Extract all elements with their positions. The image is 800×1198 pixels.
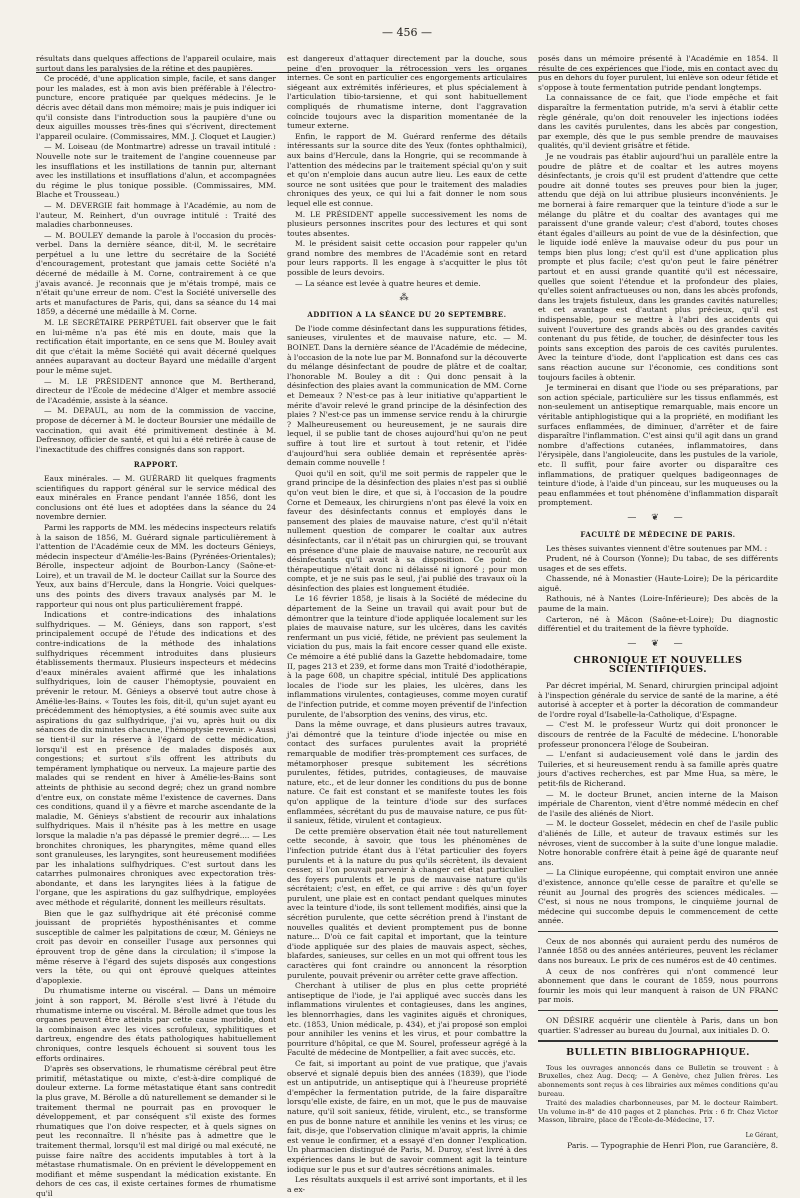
section-heading-addition: ADDITION A LA SÉANCE DU 20 SEPTEMBRE. bbox=[307, 310, 507, 320]
paragraph: De cette première observation était née tout naturellement cette seconde, à savoir, que tous les phénomènes de l'infection putride étant dus à l'état particulier des foyers purulents et à la nature du pus qu'ils sécrètent, ils devaient cesser, si l'on pouvait parvenir à changer cet état particulier des foyers purulents et le pus de mauvaise nature qu'ils sécrétaient; c'est, en effet, ce qui arrive : dès qu'un foyer purulent, une plaie est en contact pendant quelques minutes avec la teinture d'iode, ils sont tellement modifiés, ainsi que la sécrétion purulente, que cette sécrétion prend à l'instant de nouvelles qualités et devient promptement pus de bonne nature... D'où ce fait capital et important, que la teinture d'iode appliquée sur des plaies de mauvais aspect, sèches, blafardes, sanieuses, sur celles en un mot qui offrent tous les caractères qui font craindre ou annoncent la résorption purulente, pouvait prévenir ou arrêter cette grave affection. bbox=[287, 826, 527, 980]
paragraph: Les thèses suivantes viennent d'être soutenues par MM. : bbox=[546, 543, 768, 553]
paragraph: — M. le docteur Brunet, ancien interne de la Maison impériale de Charenton, vient d'être nommé médecin en chef de l'asile des aliénés de Niort. bbox=[538, 789, 778, 818]
paragraph: Prudent, né à Courson (Yonne); Du tabac, de ses différents usages et de ses effets. bbox=[538, 554, 778, 573]
paragraph: M. le président saisit cette occasion pour rappeler qu'un grand nombre des membres de l'Académie sont en retard pour leurs rapports. Il les engage à s'acquitter le plus tôt possible de leurs devoirs. bbox=[287, 239, 527, 278]
column-2 bbox=[287, 54, 527, 1194]
section-heading-rapport: RAPPORT. bbox=[133, 460, 179, 470]
paragraph: — C'est M. le professeur Wurtz qui doit prononcer le discours de rentrée de la Faculté de médecine. L'honorable professeur prononcera l'éloge de Soubeiran. bbox=[538, 720, 778, 749]
paragraph: — M. DEPAUL, au nom de la commission de vaccine, propose de décerner à M. le docteur Boursier une médaille de vaccination, qui avait été primitivement destinée à M. Defresnoy, officier de santé, et qui lui a été retirée à cause de l'inexactitude des chiffres consignés dans son rapport. bbox=[36, 406, 276, 454]
paragraph: — M. BOULEY demande la parole à l'occasion du procès-verbel. Dans la dernière séance, dit-il, M. le secrétaire perpétuel a lu une lettre du secrétaire de la Société d'encouragement, protestant que jamais cette Société n'a décerné de médaille à M. Corne, contrairement à ce que j'avais avancé. Je reconnais que je m'étais trompé, mais ce n'était qu'une erreur de nom. C'est la Société universelle des arts et manufactures de Paris, qui, dans sa séance du 14 mai 1859, a décerné une médaille à M. Corne. bbox=[36, 230, 276, 317]
section-heading-bulletin: BULLETIN BIBLIOGRAPHIQUE. bbox=[566, 1047, 750, 1059]
paragraph: Ceux de nos abonnés qui auraient perdu des numéros de l'année 1858 ou des années antérieures, peuvent les réclamer dans nos bureaux. Le prix de ces numéros est de 40 centimes. bbox=[538, 936, 778, 966]
section-heading-chronique: CHRONIQUE ET NOUVELLES SCIENTIFIQUES. bbox=[573, 654, 743, 676]
paragraph: Eaux minérales. — M. GUÉRARD lit quelques fragments scientifiques du rapport général sur le service médical des eaux minérales en France pendant l'année 1856, dont les conclusions ont été lues et adoptées dans la séance du 24 novembre dernier. bbox=[36, 473, 276, 522]
paragraph: ON DÉSIRE acquérir une clientèle à Paris, dans un bon quartier. S'adresser au bureau du Journal, aux initiales D. O. bbox=[538, 1016, 778, 1035]
paragraph: De l'iode comme désinfectant dans les suppurations fétides, sanieuses, virulentes et de mauvaise nature, etc. — M. BOINET. Dans la dernière séance de l'Académie de médecine, à l'occasion de la note lue par M. Bonnafond sur la découverte du mélange désinfectant de poudre de plâtre et de coaltar, l'honorable M. Bouley a dit : Qui donc pensait à la désinfection des plaies avant la communication de MM. Corne et Demeaux ? N'est-ce pas à leur initiative qu'appartient le mérite d'avoir relevé le grand principe de la désinfection des plaies ? N'est-ce pas un immense service rendu à la chirurgie ? Malheureusement ou heureusement, je ne saurais dire lequel, il se publie tant de choses aujourd'hui qu'on ne peut suffire à tout lire et surtout à tout retenir, et l'idée d'aujourd'hui sera oubliée demain et représentée après-demain comme nouvelle ! bbox=[287, 323, 527, 468]
page-number: — 456 — bbox=[382, 26, 432, 39]
paragraph: Ce fait, si important au point de vue pratique, que j'avais observé et signalé depuis bien des années (1839), que l'iode est un antiputride, un antiseptique qui à l'heureuse propriété d'empêcher la fermentation putride, de la faire disparaître lorsqu'elle existe, de faire, en un mot, que le pus de mauvaise nature, qu'il soit sanieux, fétide, virulent, etc., se transforme en pus de bonne nature et annihile les venins et les virus; ce fait, dis-je, que l'observation clinique m'avait appris, la chimie est venue le confirmer, et a essayé d'en donner l'explication. Un pharmacien distingué de Paris, M. Duroy, s'est livré à des expériences dans le but de savoir comment agit la teinture iodique sur le pus et sur d'autres sécrétions animales. bbox=[287, 1058, 527, 1174]
paragraph: Je ne voudrais pas établir aujourd'hui un parallèle entre la poudre de plâtre et de coaltar et les autres moyens désinfectants, je crois qu'il est prudent d'attendre que cette poudre ait donné toutes ses preuves pour bien la juger, attendu que déjà on lui attribue plusieurs inconvénients. Je me bornerai à faire remarquer que la teinture d'iode a sur le mélange du plâtre et du coaltar des avantages qui me paraissent d'une grande valeur; c'est d'abord, toutes choses étant égales d'ailleurs au point de vue de la désinfection, que le liquide iodé enlève la mauvaise odeur du pus pour un temps bien plus long; c'est qu'il est d'une application plus prompte et plus facile; c'est qu'on peut le faire pénétrer partout et en aussi grande quantité qu'il est nécessaire, quelles que soient l'étendue et la profondeur des plaies, qu'elles soient anfractueuses ou non, dans les abcès profonds, dans les trajets fistuleux, dans les grandes cavités naturelles; et cet avantage est d'autant plus précieux, qu'il est indispensable, pour se mettre à l'abri des accidents qui suivent l'ouverture des grands abcès ou des grandes cavités contenant du pus fétide, de toucher, de désinfecter tous les points sans exception des parois de ces cavités purulentes. Avec la teinture d'iode, dont l'application est dans ces cas sans réaction aucune sur l'économie, ces conditions sont toujours faciles à obtenir. bbox=[538, 151, 778, 382]
paragraph: Cherchant à utiliser de plus en plus cette propriété antiseptique de l'iode, je l'ai appliqué avec succès dans les inflammations virulentes et contagieuses, dans les angines, les blennorrhagies, dans les vaginites aiguës et chroniques, etc. (1853, Union médicale, p. 434), et j'ai proposé son emploi pour annihiler les venins et les virus, et pour combattre la pourriture d'hôpital, ce que M. Sourel, professeur agrégé à la Faculté de médecine de Montpellier, a fait avec succès, etc. bbox=[287, 981, 527, 1058]
paragraph: Par décret impérial, M. Senard, chirurgien principal adjoint à l'inspection générale du service de santé de la marine, a été autorisé à accepter et à porter la décoration de commandeur de l'ordre royal d'Isabelle-la-Catholique, d'Espagne. bbox=[538, 681, 778, 719]
paragraph: Rathouis, né à Nantes (Loire-Inférieure); Des abcès de la paume de la main. bbox=[538, 594, 778, 614]
ornament-divider: ⁂ bbox=[399, 293, 415, 304]
imprint bbox=[538, 1131, 778, 1150]
paragraph: — La séance est levée à quatre heures et demie. bbox=[295, 278, 481, 288]
column-3 bbox=[538, 54, 778, 1148]
paragraph: résultats dans quelques affections de l'appareil oculaire, mais surtout dans les paralysies de la rétine et des paupières. bbox=[36, 54, 276, 73]
paragraph: Carteron, né à Mâcon (Saône-et-Loire); Du diagnostic différentiel et du traitement de la fièvre typhoïde. bbox=[538, 614, 778, 634]
paragraph: — M. LE PRÉSIDENT annonce que M. Bertherand, directeur de l'École de médecine d'Alger et membre associé de l'Académie, assiste à la séance. bbox=[36, 376, 276, 405]
paragraph: — L'enfant si audacieusement volé dans le jardin des Tuileries, et si heureusement rendu à sa famille après quatre jours d'actives recherches, est par Mme Hua, sa mère, le petit-fils de Richerand. bbox=[538, 750, 778, 788]
paragraph: — M. Loiseau (de Montmartre) adresse un travail intitulé : Nouvelle note sur le traitement de l'angine couenneuse par les insufflations et les instillations de tannin pur, alternant avec les instillations et insufflations d'alun, et accompagnées du régime le plus tonique possible. (Commissaires, MM. Blache et Trousseau.) bbox=[36, 142, 276, 200]
imprint-text: Paris. — Typographie de Henri Plon, rue Garancière, 8. bbox=[567, 1140, 778, 1150]
paragraph: Tous les ouvrages annoncés dans ce Bulletin se trouvent : à Bruxelles, chez Aug. Decq; — A Genève, chez Julien frères. Les abonnements sont reçus à ces librairies aux mêmes conditions qu'au bureau. bbox=[538, 1063, 778, 1098]
paragraph: est dangereux d'attaquer directement par la douche, sous peine d'en provoquer la rétrocession vers les organes internes. Ce sont en particulier ces engorgements articulaires siégeant aux extrémités inférieures, et plus spécialement à l'articulation tibio-tarsienne, et qui sont habituellement compliqués de rhumatisme interne, dont l'aggravation coïncide toujours avec la disparition momentanée de la tumeur externe. bbox=[287, 54, 527, 131]
gerant-label: Le Gérant, bbox=[745, 1131, 778, 1139]
divider bbox=[538, 1040, 778, 1042]
ornament-divider: — ❦ — bbox=[627, 512, 689, 523]
paragraph: A ceux de nos confrères qui n'ont commencé leur abonnement que dans le courant de 1859, nous pourrons fournir les mois qui leur manquent à raison de UN FRANC par mois. bbox=[538, 966, 778, 1005]
paragraph: Chassende, né à Monastier (Haute-Loire); De la péricardite aiguë. bbox=[538, 574, 778, 593]
paragraph: Parmi les rapports de MM. les médecins inspecteurs relatifs à la saison de 1856, M. Guérard signale particulièrement à l'attention de l'Académie ceux de MM. les docteurs Génieys, médecin inspecteur d'Amélie-les-Bains (Pyrénées-Orientales); Bérolle, inspecteur adjoint de Bourbon-Lancy (Saône-et-Loire), et un travail de M. le docteur Caillat sur la Source des Yeux, aux bains d'Hercule, dans la Hongrie. Voici quelques-uns des points des divers travaux analysés par M. le rapporteur qui nous ont plus particulièrement frappé. bbox=[36, 522, 276, 609]
paragraph: M. LE SECRÉTAIRE PERPÉTUEL fait observer que le fait en lui-même n'a pas été mis en doute, mais que la rectification était importante, en ce sens que M. Bouley avait dit que c'était la même Société qui avait décerné quelques années auparavant au docteur Bayard une médaille d'argent pour le même sujet. bbox=[36, 318, 276, 375]
paragraph: Traité des maladies charbonneuses, par M. le docteur Raimbert. Un volume in-8° de 410 pages et 2 planches. Prix : 6 fr. Chez Victor Masson, libraire, place de l'École-de-Médecine, 17. bbox=[538, 1099, 778, 1125]
paragraph: Ce procédé, d'une application simple, facile, et sans danger pour les malades, est à mon avis bien préférable à l'électro-puncture, encore pratiquée par quelques médecins. Je le décris avec détail dans mon mémoire; mais je puis indiquer ici qu'il consiste dans l'introduction sous la paupière d'une ou deux aiguilles mousses très-fines qui s'écrivent, directement l'appareil oculaire. (Commissaires, MM. J. Cloquet et Laugier.) bbox=[36, 74, 276, 141]
paragraph: Du rhumatisme interne ou viscéral. — Dans un mémoire joint à son rapport, M. Bérolle s'est livré à l'étude du rhumatisme interne ou viscéral. M. Bérolle admet que tous les organes peuvent être atteints par cette cause morbide, dont la combinaison avec les vices scrofuleux, syphilitiques et dartreux, engendre des états pathologiques habituellement chroniques, contre lesquels échouent si souvent tous les efforts ordinaires. bbox=[36, 986, 276, 1063]
ornament-divider: — ❦ — bbox=[627, 638, 689, 649]
columns bbox=[36, 54, 778, 1198]
divider bbox=[538, 931, 778, 932]
paragraph: — La Clinique européenne, qui comptait environ une année d'existence, annonce qu'elle cesse de paraître et qu'elle se réunit au Journal des progrès des sciences médicales. — C'est, si nous ne nous trompons, le cinquième journal de médecine qui succombe depuis le commencement de cette année. bbox=[538, 868, 778, 926]
paragraph: Enfin, le rapport de M. Guérard renferme des détails intéressants sur la source dite des Yeux (fontes ophthalmici), aux bains d'Hercule, dans la Hongrie, qui se recommande à l'attention des médecins par le traitement spécial qu'on y suit et qu'on n'emploie dans aucun autre lieu. Les eaux de cette source ne sont usitées que pour le traitement des maladies chroniques des yeux, ce qui lui a fait donner le nom sous lequel elle est connue. bbox=[287, 131, 527, 208]
paragraph: Quoi qu'il en soit, qu'il me soit permis de rappeler que le grand principe de la désinfection des plaies n'est pas si oublié qu'on veut bien le dire, et que si, à l'occasion de la poudre Corne et Demeaux, les chirurgiens n'ont pas élevé la voix en faveur des désinfectants connus et employés dans le pansement des plaies de mauvaise nature, c'est qu'il n'était nullement question de comparer le coaltar aux autres désinfectants, car il n'était pas un chirurgien qui, se trouvant en présence d'une plaie de mauvaise nature, ne recourût aux désinfectants qu'il avait à sa disposition. Ce point de thérapeutique n'était donc ni délaissé ni ignoré ; pour mon compte, et je ne suis pas le seul, j'ai publié des travaux où la désinfection des plaies est longuement étudiée. bbox=[287, 468, 527, 593]
paragraph: — M. DEVERGIE fait hommage à l'Académie, au nom de l'auteur, M. Reinhert, d'un ouvrage intitulé : Traité des maladies charbonneuses. bbox=[36, 200, 276, 230]
paragraph: Bien que le gaz sulfhydrique ait été préconisé comme jouissant de propriétés hyposthénisantes et comme susceptible de calmer les palpitations de cœur, M. Génieys ne croit pas devoir en conseiller l'usage aux personnes qui éprouvent trop de gêne dans la circulation; il s'impose la même réserve à l'égard des sujets disposés aux congestions vers la tête, ou qui ont éprouvé quelques atteintes d'apoplexie. bbox=[36, 908, 276, 985]
paragraph: Indications et contre-indications des inhalations sulfhydriques. — M. Génieys, dans son rapport, s'est principalement occupé de l'étude des indications et des contre-indications de la méthode des inhalations sulfhydriques récemment introduites dans plusieurs établissements thermaux. Plusieurs inspecteurs et médecins d'eaux minérales avaient affirmé que les inhalations sulfhydriques, loin de causer l'hémoptysie, pouvaient en prévenir le retour. M. Génieys a observé tout autre chose à Amélie-les-Bains. « Toutes les fois, dit-il, qu'un sujet ayant eu précédemment des hémoptysies, a été soumis avec suite aux aspirations du gaz sulfhydrique, j'ai vu, après huit ou dix séances de dix minutes chacune, l'hémoptysie revenir. » Aussi se tient-il sur la réserve à l'égard de cette médication, lorsqu'il est en présence de malades disposés aux congestions; et surtout s'ils offrent les attributs du tempérament lymphatique ou nerveux. La majeure partie des malades qui se rendent en hiver à Amélie-les-Bains sont atteints de phthisie au second degré; chez un grand nombre d'entre eux, on constate même l'existence de cavernes. Dans ces conditions, quand il y a fièvre et marche ascendante de la maladie, M. Génieys s'abstient de recourir aux inhalations sulfhydriques. Mais il n'hésite pas à les mettre en usage lorsque la maladie n'a pas dépassé le premier degré.... — Les bronchites chroniques, les pharyngites, même quand elles sont granuleuses, les laryngites, sont heureusement modifiées par les inhalations sulfhydriques. C'est surtout dans les catarrhes pulmonaires chroniques avec expectoration très-abondante, et dans les laryngites liées à la fatigue de l'organe, que les aspirations du gaz sulfhydrique, employées avec méthode et régularité, donnent les meilleurs résultats. bbox=[36, 610, 276, 908]
paragraph: M. LE PRÉSIDENT appelle successivement les noms de plusieurs personnes inscrites pour des lectures et qui sont toutes absentes. bbox=[287, 209, 527, 238]
paragraph: La connaissance de ce fait, que l'iode empêche et fait disparaître la fermentation putride, m'a servi à établir cette règle générale, qu'on doit renouveler les injections iodées dans les cavités purulentes, dans les abcès par congestion, par exemple, dès que le pus semble prendre de mauvaises qualités, qu'il devient grisâtre et fétide. bbox=[538, 93, 778, 151]
section-heading-faculte: FACULTÉ DE MÉDECINE DE PARIS. bbox=[580, 529, 736, 539]
paragraph: D'après ses observations, le rhumatisme cérébral peut être primitif, métastatique ou mixte, c'est-à-dire compliqué de douleur externe. La forme métastatique étant sans contredit la plus grave, M. Bérolle a dû naturellement se demander si le traitement thermal ne pourrait pas en provoquer le développement, et par conséquent s'il existe des formes rhumatiques que l'on doive respecter, et à quels signes on peut les reconnaître. Il n'hésite pas à admettre que le traitement thermal, lorsqu'il est mal dirigé ou mal exécuté, ne puisse faire naître des accidents imputables à tort à la métastase rhumatismale. On en prévient le développement en modifiant et même suspendant la médication existante. En dehors de ces cas, il existe certaines formes de rhumatisme qu'il bbox=[36, 1064, 276, 1198]
paragraph: Dans la même ouvrage, et dans plusieurs autres travaux, j'ai démontré que la teinture d'iode injectée ou mise en contact des surfaces purulentes avait la propriété remarquable de modifier très-promptement ces surfaces, de métamorphoser presque subitement les sécrétions purulentes, fétides, putrides, contagieuses, de mauvaise nature, etc., et de leur donner les conditions du pus de bonne nature. Ce fait est constant et se manifeste toutes les fois qu'on applique de la teinture d'iode sur des surfaces enflammées, sécrétant du pus de mauvaise nature, ce pus fût-il sanieux, fétide, virulent et contagieux. bbox=[287, 720, 527, 826]
paragraph: Je terminerai en disant que l'iode ou ses préparations, par son action spéciale, particulière sur les tissus enflammés, est non-seulement un antiseptique remarquable, mais encore un véritable antiphlogistique qui a la propriété, en modifiant les surfaces enflammées, de diminuer, d'arrêter et de faire disparaître l'inflammation. C'est ainsi qu'il agit dans un grand nombre d'affections cutanées, inflammatoires, dans l'érysipèle, dans l'angioleucite, dans les pustules de la variole, etc. Il suffit, pour faire avorter ou disparaître ces inflammations, de pratiquer quelques badigeonnages de teinture d'iode, à l'aide d'un pinceau, sur les muqueuses ou la peau enflammées et tout phénomène d'inflammation disparaît promptement. bbox=[538, 383, 778, 508]
column-1 bbox=[36, 54, 276, 1198]
paragraph: Les résultats auxquels il est arrivé sont importants, et il les a ex- bbox=[287, 1175, 527, 1194]
paragraph: — M. le docteur Gosselet, médecin en chef de l'asile public d'aliénés de Lille, et auteur de travaux estimés sur les névroses, vient de succomber à la suite d'une longue maladie. Notre honorable confrère était à peine âgé de quarante neuf ans. bbox=[538, 819, 778, 867]
paragraph: Le 16 février 1858, je lisais à la Société de médecine du département de la Seine un travail qui avait pour but de démontrer que la teinture d'iode appliquée localement sur les plaies de mauvaise nature, sur les ulcères, dans les cavités renfermant un pus vicié, fétide, ne prévient pas seulement la viciation du pus, mais la fait encore cesser quand elle existe. Ce mémoire a été publié dans la Gazette hebdomadaire, tome II, pages 213 et 239, et forme dans mon Traité d'iodothérapie, à la page 608, un chapitre spécial, intitulé Des applications locales de l'iode sur les plaies, les ulcères, dans les inflammations virulentes, contagieuses, comme moyen curatif de l'infection putride, et comme moyen préventif de l'infection purulente, de l'absorption des venins, des virus, etc. bbox=[287, 594, 527, 719]
paragraph: posés dans un mémoire présenté à l'Académie en 1854. Il résulte de ces expériences que l'iode, mis en contact avec du pus en dehors du foyer purulent, lui enlève son odeur fétide et s'oppose à toute fermentation putride pendant longtemps. bbox=[538, 54, 778, 92]
divider bbox=[538, 1010, 778, 1011]
